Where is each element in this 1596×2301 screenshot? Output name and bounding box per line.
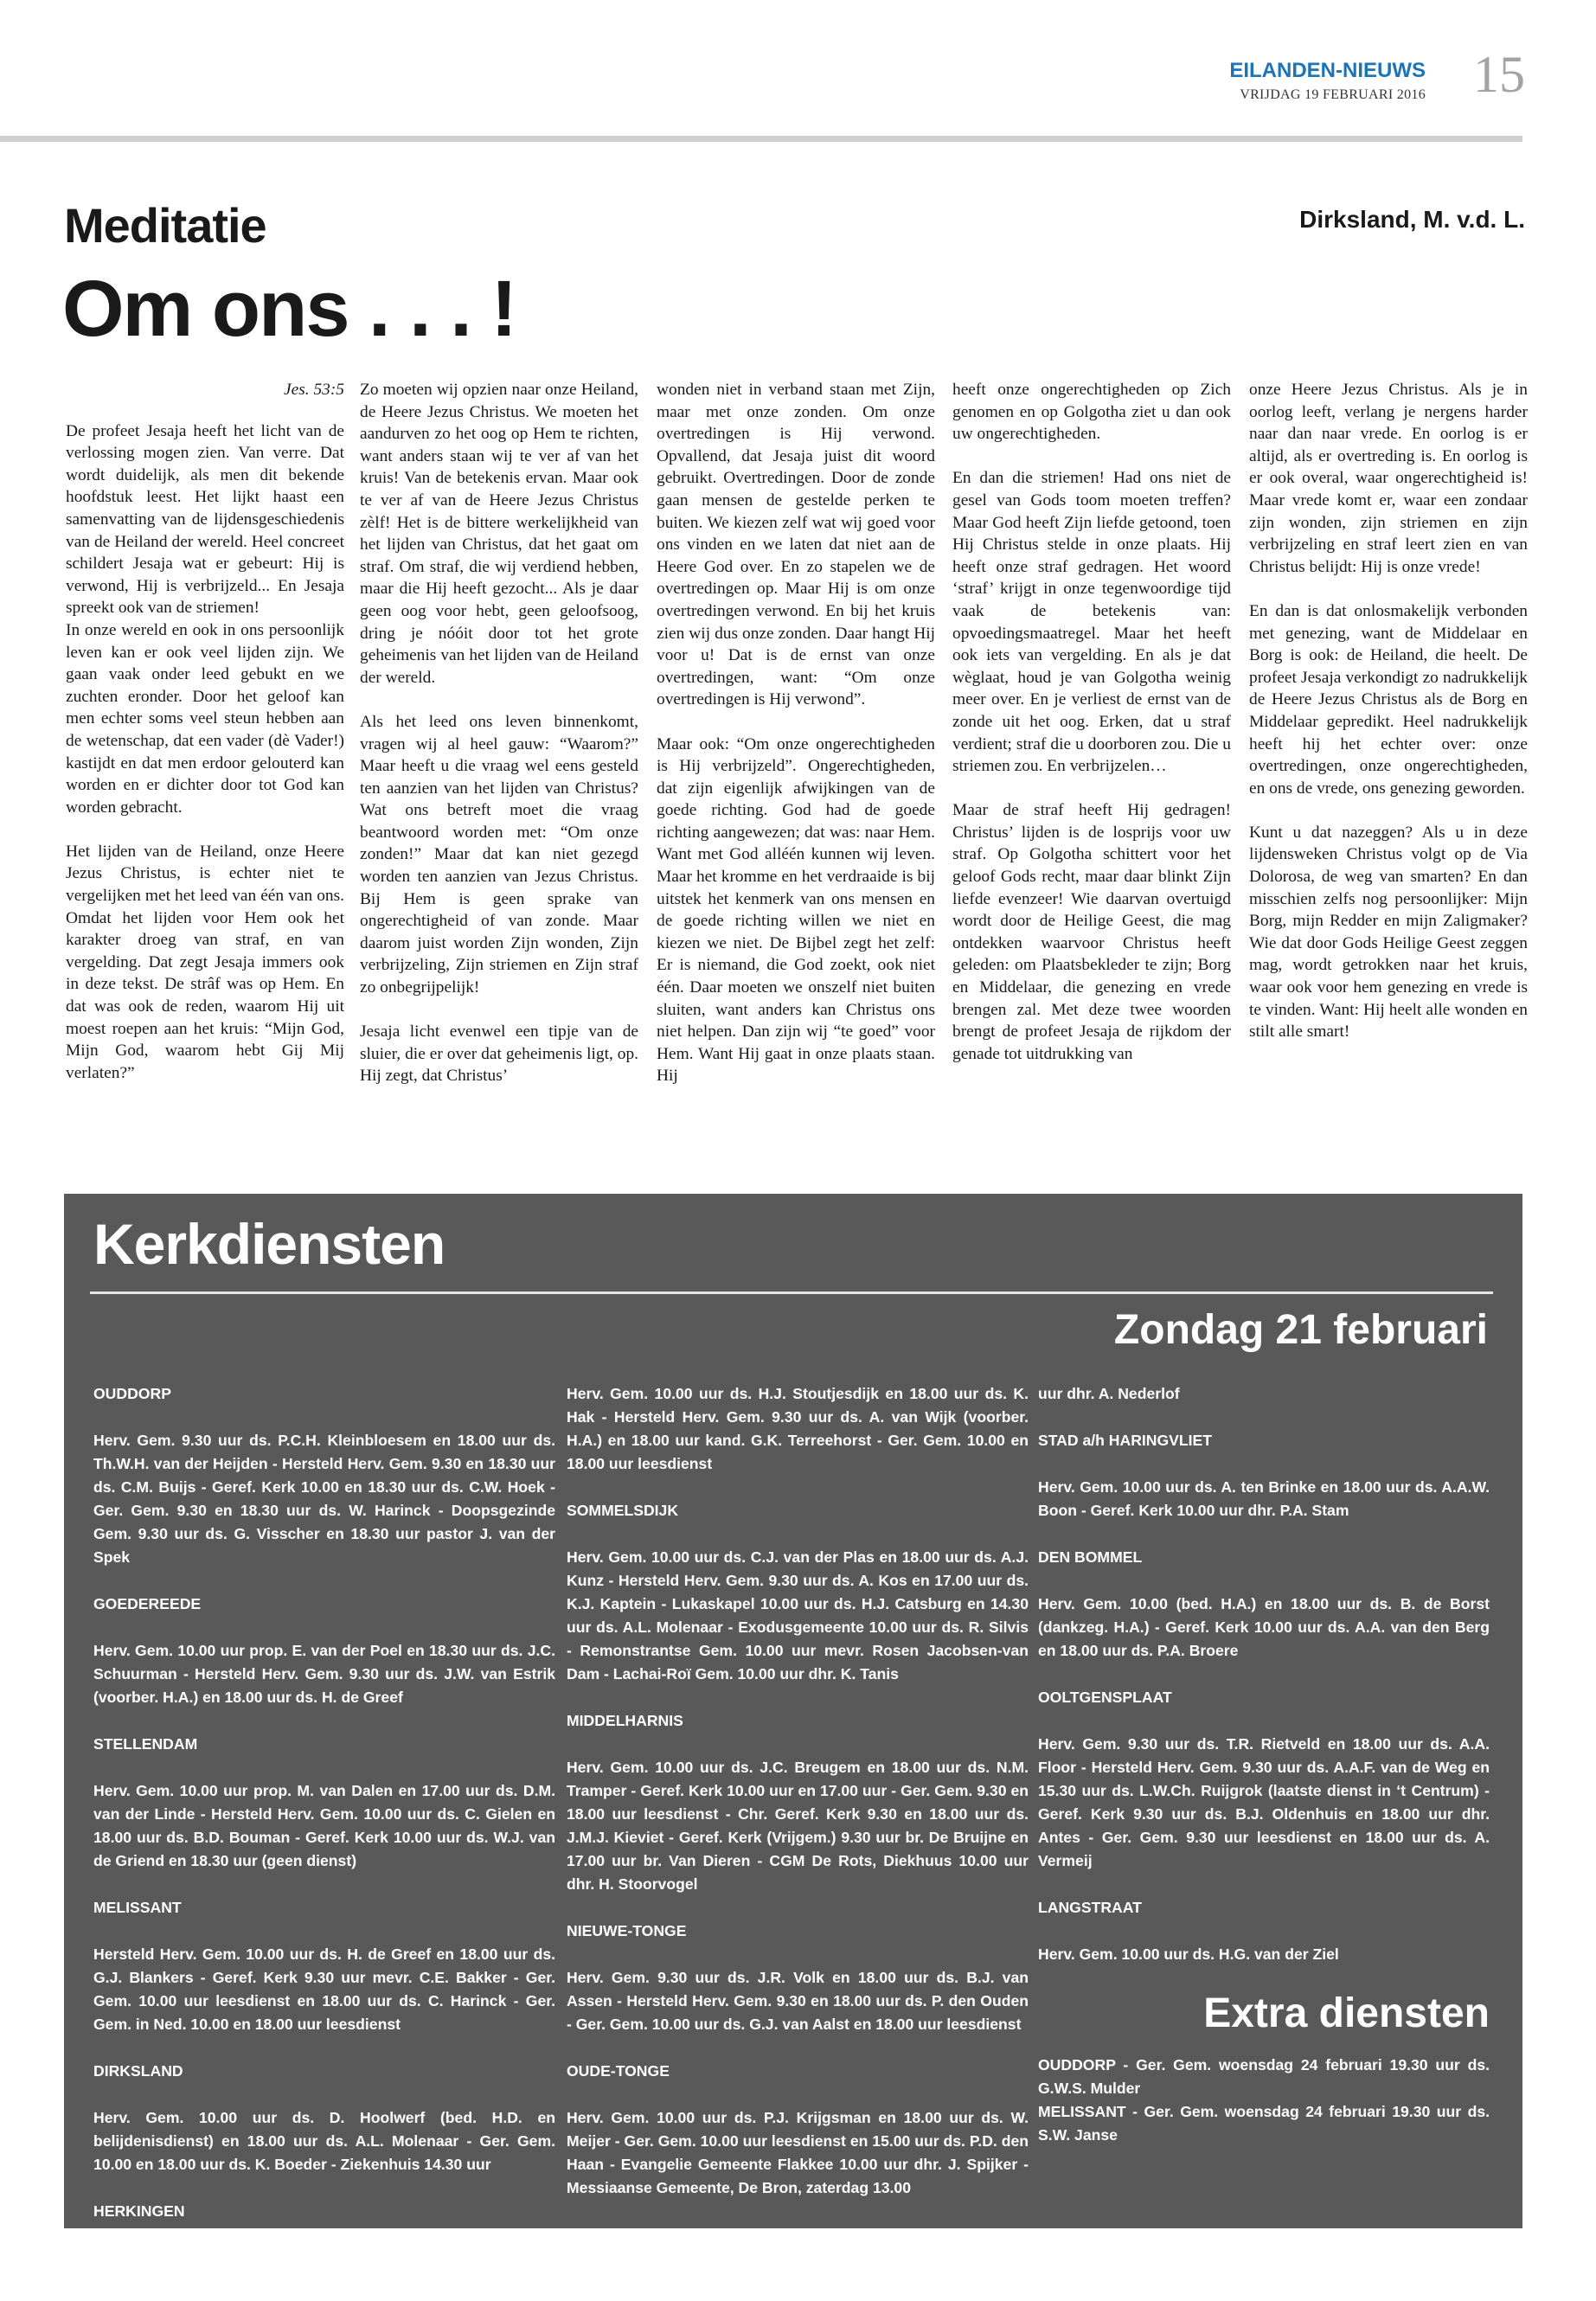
place-name: STELLENDAM	[93, 1735, 198, 1753]
place-name: HERKINGEN	[93, 2202, 185, 2220]
issue-date: VRIJDAG 19 FEBRUARI 2016	[1240, 87, 1426, 102]
paragraph: heeft onze ongerechtigheden op Zich genomen en op Golgotha ziet u dan ook uw ongerechtigheden.	[952, 381, 1231, 444]
services-column-2	[567, 1382, 1029, 2196]
place-name: DIRKSLAND	[93, 2062, 183, 2080]
paragraph: onze Heere Jezus Christus. Als je in oorlog leeft, verlang je nergens harder naar dan naar vrede. En oorlog is er altijd, als er overtreding is. En oorlog is er ook overal, waar ongerechtigheid is! Maar vrede komt er, waar een zondaar zijn wonden, zijn striemen en zijn verbrijzeling en straf leert zien en van Christus belijdt: Hij is onze vrede!	[1249, 381, 1528, 576]
page-number: 15	[1473, 46, 1525, 103]
service-listing: uur dhr. A. Nederlof	[1038, 1385, 1180, 1402]
service-listing: Herv. Gem. 9.30 uur ds. J.R. Volk en 18.00 uur ds. B.J. van Assen - Hersteld Herv. Gem. 9.30 en 18.00 uur ds. P. den Ouden - Ger. Gem. 10.00 uur ds. G.J. van Aalst en 18.00 uur leesdienst	[567, 1969, 1029, 2033]
article-column-3	[657, 379, 935, 1157]
article-column-5	[1249, 379, 1528, 1157]
article-column-2	[360, 379, 638, 1157]
paragraph: En dan die striemen! Had ons niet de gesel van Gods toom moeten treffen? Maar God heeft Zijn liefde getoond, toen Hij Christus stelde in onze plaats. Hij heeft onze straf gedragen. Het woord ‘straf’ krijgt in onze tegenwoordige tijd vaak de betekenis van: opvoedingsmaatregel. Maar het heeft ook iets van vergelding. En als je dat wèglaat, houd je van Golgotha weinig meer over. En je verliest de ernst van de zonde uit het oog. Erken, dat u straf verdient; straf die u doorboren zou. Die u striemen zou. En verbrijzelen…	[952, 469, 1231, 776]
place-name: STAD a/h HARINGVLIET	[1038, 1432, 1213, 1449]
article-title: Om ons . . . !	[62, 265, 516, 353]
service-listing: Herv. Gem. 10.00 uur ds. J.C. Breugem en 18.00 uur ds. N.M. Tramper - Geref. Kerk 10.00 uur en 17.00 uur - Ger. Gem. 9.30 en 18.00 uur leesdienst - Chr. Geref. Kerk 9.30 en 18.00 uur ds. J.M.J. Kieviet - Geref. Kerk (Vrijgem.) 9.30 uur br. De Bruijne en 17.00 uur br. Van Dieren - CGM De Rots, Diekhuus 10.00 uur dhr. H. Stoorvogel	[567, 1759, 1029, 1893]
extra-service-listing: OUDDORP - Ger. Gem. woensdag 24 februari 19.30 uur ds. G.W.S. Mulder	[1038, 2056, 1490, 2097]
service-listing: Herv. Gem. 10.00 uur ds. H.J. Stoutjesdijk en 18.00 uur ds. K. Hak - Hersteld Herv. Gem. 9.30 uur ds. A. van Wijk (voorber. H.A.) en 18.00 uur kand. G.K. Terreehorst - Ger. Gem. 10.00 en 18.00 uur leesdienst	[567, 1385, 1029, 1472]
place-name: GOEDEREEDE	[93, 1595, 202, 1612]
service-listing: Herv. Gem. 9.30 uur ds. T.R. Rietveld en 18.00 uur ds. A.A. Floor - Hersteld Herv. Gem. 9.30 uur ds. A.A.F. van de Weg en 15.30 uur ds. L.W.Ch. Ruijgrok (laatste dienst in ‘t Centrum) - Geref. Kerk 9.30 uur ds. B.J. Oldenhuis en 18.00 uur dhr. Antes - Ger. Gem. 9.30 uur leesdienst en 18.00 uur ds. A. Vermeij	[1038, 1735, 1490, 1869]
service-listing: Herv. Gem. 9.30 uur ds. P.C.H. Kleinbloesem en 18.00 uur ds. Th.W.H. van der Heijden - Hersteld Herv. Gem. 9.30 en 18.30 uur ds. C.M. Buijs - Geref. Kerk 10.00 en 18.30 uur ds. C.W. Hoek - Ger. Gem. 9.30 en 18.30 uur ds. W. Harinck - Doopsgezinde Gem. 9.30 uur ds. G. Visscher en 18.30 uur pastor J. van der Spek	[93, 1432, 555, 1566]
newspaper-logo: EILANDEN-NIEUWS	[1229, 59, 1426, 82]
paragraph: Zo moeten wij opzien naar onze Heiland, de Heere Jezus Christus. We moeten het aandurven zo het oog op Hem te richten, want anders staan wij te ver af van het kruis! Van de betekenis ervan. Maar ook te ver af van de Heere Jezus Christus zèlf! Het is de bittere werkelijkheid van het lijden van Christus, dat het gaat om straf. Om straf, die wij verdiend hebben, maar die Hij heeft gezocht... Als je daar geen oog voor hebt, geen geloofsoog, dring je nóóit door tot het grote geheimenis van het lijden van de Heiland der wereld.	[360, 381, 638, 687]
place-name: SOMMELSDIJK	[567, 1502, 679, 1519]
article-author: Dirksland, M. v.d. L.	[1299, 206, 1525, 233]
service-listing: Herv. Gem. 10.00 uur ds. P.J. Krijgsman en 18.00 uur ds. W. Meijer - Ger. Gem. 10.00 uur leesdienst en 15.00 uur ds. P.D. den Haan - Evangelie Gemeente Flakkee 10.00 uur dhr. J. Spijker - Messiaanse Gemeente, De Bron, zaterdag 13.00	[567, 2109, 1029, 2196]
service-listing: Hersteld Herv. Gem. 10.00 uur ds. H. de Greef en 18.00 uur ds. G.J. Blankers - Geref. Kerk 9.30 uur mevr. C.E. Bakker - Ger. Gem. 10.00 uur leesdienst en 18.00 uur ds. C. Harinck - Ger. Gem. in Ned. 10.00 en 18.00 uur leesdienst	[93, 1945, 555, 2033]
service-listing: Herv. Gem. 10.00 uur prop. E. van der Poel en 18.30 uur ds. J.C. Schuurman - Hersteld Herv. Gem. 9.30 uur ds. J.W. van Estrik (voorber. H.A.) en 18.00 uur ds. H. de Greef	[93, 1642, 555, 1706]
extra-services-title: Extra diensten	[1203, 1990, 1490, 2036]
panel-title: Kerkdiensten	[93, 1212, 445, 1276]
paragraph: Maar ook: “Om onze ongerechtigheden is Hij verbrijzeld”. Ongerechtigheden, dat zijn eigenlijk afwijkingen van de goede richting. God had de goede richting aangewezen; dat was: naar Hem. Want met God alléén kunnen wij leven. Maar het kromme en het verdraaide is bij uitstek het kenmerk van ons mensen en de goede richting willen we niet en kiezen we niet. De Bijbel zegt het zelf: Er is niemand, die God zoekt, ook niet één. Daar moeten we onszelf niet buiten sluiten, want anders kan Christus ons niet helpen. Dan zijn wij “te goed” voor Hem. Want Hij gaat in onze plaats staan. Hij	[657, 734, 935, 1086]
service-listing: Herv. Gem. 10.00 uur prop. M. van Dalen en 17.00 uur ds. D.M. van der Linde - Hersteld Herv. Gem. 10.00 uur ds. C. Gielen en 18.00 uur ds. B.D. Bouman - Geref. Kerk 10.00 uur ds. W.J. van de Griend en 18.30 uur (geen dienst)	[93, 1782, 555, 1869]
paragraph: De profeet Jesaja heeft het licht van de verlossing mogen zien. Van verre. Dat wordt duidelijk, als men dit bekende hoofdstuk leest. Het lijkt haast een samenvatting van de lijdensgeschiedenis van de Heiland der wereld. Heel concreet schildert Jesaja wat er gebeurt: Hij is verwond, Hij is verbrijzeld... En Jesaja spreekt ook van de striemen!	[66, 421, 344, 618]
paragraph: wonden niet in verband staan met Zijn, maar met onze zonden. Om onze overtredingen is Hij verwond. Opvallend, dat Jesaja juist dit woord gebruikt. Overtredingen. Door de zonde gaan mensen de gestelde perken te buiten. We kiezen zelf wat wij goed voor ons vinden en we laten dat niet aan de Heere God over. En zo stapelen we de overtredingen op. Maar Hij is om onze overtredingen verwond. En bij het kruis zien wij dus onze zonden. Daar hangt Hij voor u! Dat is de ernst van onze overtredingen, want: “Om onze overtredingen is Hij verwond”.	[657, 381, 935, 709]
paragraph: En dan is dat onlosmakelijk verbonden met genezing, want de Middelaar en Borg is ook: de Heiland, die heelt. De profeet Jesaja verkondigt zo nadrukkelijk de Heere Jezus Christus als de Borg en Middelaar gepredikt. Heel nadrukkelijk heeft hij het echter over: onze overtredingen, onze ongerechtigheden, en ons de vrede, ons genezing geworden.	[1249, 601, 1528, 798]
paragraph: In onze wereld en ook in ons persoonlijk leven kan er ook veel lijden zijn. We gaan vaak onder leed gebukt en we zuchten eronder. Door het geloof kan men echter soms veel steun hebben aan de wetenschap, dat een vader (dè Vader!) kastijdt en dat men erdoor gelouterd kan worden en er dichter door tot God kan worden gebracht.	[66, 620, 344, 817]
place-name: DEN BOMMEL	[1038, 1548, 1143, 1566]
article-column-1	[66, 379, 344, 1157]
place-name: OOLTGENSPLAAT	[1038, 1689, 1172, 1706]
paragraph: Kunt u dat nazeggen? Als u in deze lijdensweken Christus volgt op de Via Dolorosa, de weg van smarten? En dan misschien zelfs nog persoonlijker: Mijn Borg, mijn Redder en mijn Zaligmaker? Wie dat door Gods Heilige Geest zeggen mag, wordt getrokken naar het kruis, waar ook voor hem genezing en vrede is te vinden. Want: Hij heelt alle wonden en stilt alle smart!	[1249, 823, 1528, 1042]
paragraph: Maar de straf heeft Hij gedragen! Christus’ lijden is de losprijs voor uw straf. Op Golgotha schittert voor het geloof Gods recht, maar daar blinkt Zijn liefde evenzeer! Wie daarvan overtuigd wordt door de Heilige Geest, die mag ontdekken waarvoor Christus heeft geleden: om Plaatsbekleder te zijn; Borg en Middelaar, die genezing en vrede brengen zal. Met deze twee woorden brengt de profeet Jesaja de rijkdom der genade tot uitdrukking van	[952, 801, 1231, 1063]
place-name: MELISSANT	[93, 1899, 182, 1916]
service-listing: Herv. Gem. 10.00 uur ds. H.G. van der Ziel	[1038, 1945, 1339, 1963]
scripture-reference: Jes. 53:5	[284, 381, 344, 399]
paragraph: Jesaja licht evenwel een tipje van de sluier, die er over dat geheimenis ligt, op. Hij zegt, dat Christus’	[360, 1022, 638, 1086]
paragraph: Als het leed ons leven binnenkomt, vragen wij al heel gauw: “Waarom?” Maar heeft u die vraag wel eens gesteld ten aanzien van het lijden van Christus? Wat ons betreft moet die vraag beantwoord worden met: “Om onze zonden!” Maar dat kan niet gezegd worden ten aanzien van Jezus Christus. Bij Hem is geen sprake van ongerechtigheid of van zonde. Maar daarom juist worden Zijn wonden, Zijn verbrijzeling, Zijn striemen en Zijn straf zo onbegrijpelijk!	[360, 712, 638, 997]
panel-divider	[90, 1292, 1493, 1294]
service-listing: Herv. Gem. 10.00 uur ds. C.J. van der Plas en 18.00 uur ds. A.J. Kunz - Hersteld Herv. Gem. 9.30 uur ds. A. Kos en 17.00 uur ds. K.J. Kaptein - Lukaskapel 10.00 uur ds. H.J. Catsburg en 14.30 uur ds. A.L. Molenaar - Exodusgemeente 10.00 uur ds. R. Silvis - Remonstrantse Gem. 10.00 uur mevr. Rosen Jacobsen-van Dam - Lachai-Roï Gem. 10.00 uur dhr. K. Tanis	[567, 1548, 1029, 1682]
service-date: Zondag 21 februari	[1113, 1307, 1488, 1353]
service-listing: Herv. Gem. 10.00 uur ds. A. ten Brinke en 18.00 uur ds. A.A.W. Boon - Geref. Kerk 10.00 uur dhr. P.A. Stam	[1038, 1478, 1490, 1519]
article-column-4	[952, 379, 1231, 1157]
masthead	[0, 0, 1596, 147]
place-name: LANGSTRAAT	[1038, 1899, 1142, 1916]
kerkdiensten-panel	[64, 1194, 1522, 2228]
header-divider	[0, 136, 1522, 142]
place-name: OUDDORP	[93, 1385, 171, 1402]
place-name: OUDE-TONGE	[567, 2062, 670, 2080]
services-column-1	[93, 1382, 555, 2220]
section-label: Meditatie	[64, 198, 266, 253]
extra-service-listing: MELISSANT - Ger. Gem. woensdag 24 februari 19.30 uur ds. S.W. Janse	[1038, 2103, 1490, 2144]
service-listing: Herv. Gem. 10.00 (bed. H.A.) en 18.00 uur ds. B. de Borst (dankzeg. H.A.) - Geref. Kerk 10.00 uur ds. A.A. van den Berg en 18.00 uur ds. P.A. Broere	[1038, 1595, 1490, 1659]
paragraph: Het lijden van de Heiland, onze Heere Jezus Christus, is echter niet te vergelijken met het leed van één van ons. Omdat het lijden voor Hem ook het karakter droeg van straf, en van vergelding. Dat zegt Jesaja immers ook in deze tekst. De strâf was op Hem. En dat was ook de reden, waarom Hij uit moest roepen aan het kruis: “Mijn God, Mijn God, waarom hebt Gij Mij verlaten?”	[66, 842, 344, 1082]
place-name: NIEUWE-TONGE	[567, 1922, 687, 1939]
services-column-3	[1038, 1382, 1490, 2161]
service-listing: Herv. Gem. 10.00 uur ds. D. Hoolwerf (bed. H.D. en belijdenisdienst) en 18.00 uur ds. A.L. Molenaar - Ger. Gem. 10.00 en 18.00 uur ds. K. Boeder - Ziekenhuis 14.30 uur	[93, 2109, 555, 2173]
place-name: MIDDELHARNIS	[567, 1712, 683, 1729]
